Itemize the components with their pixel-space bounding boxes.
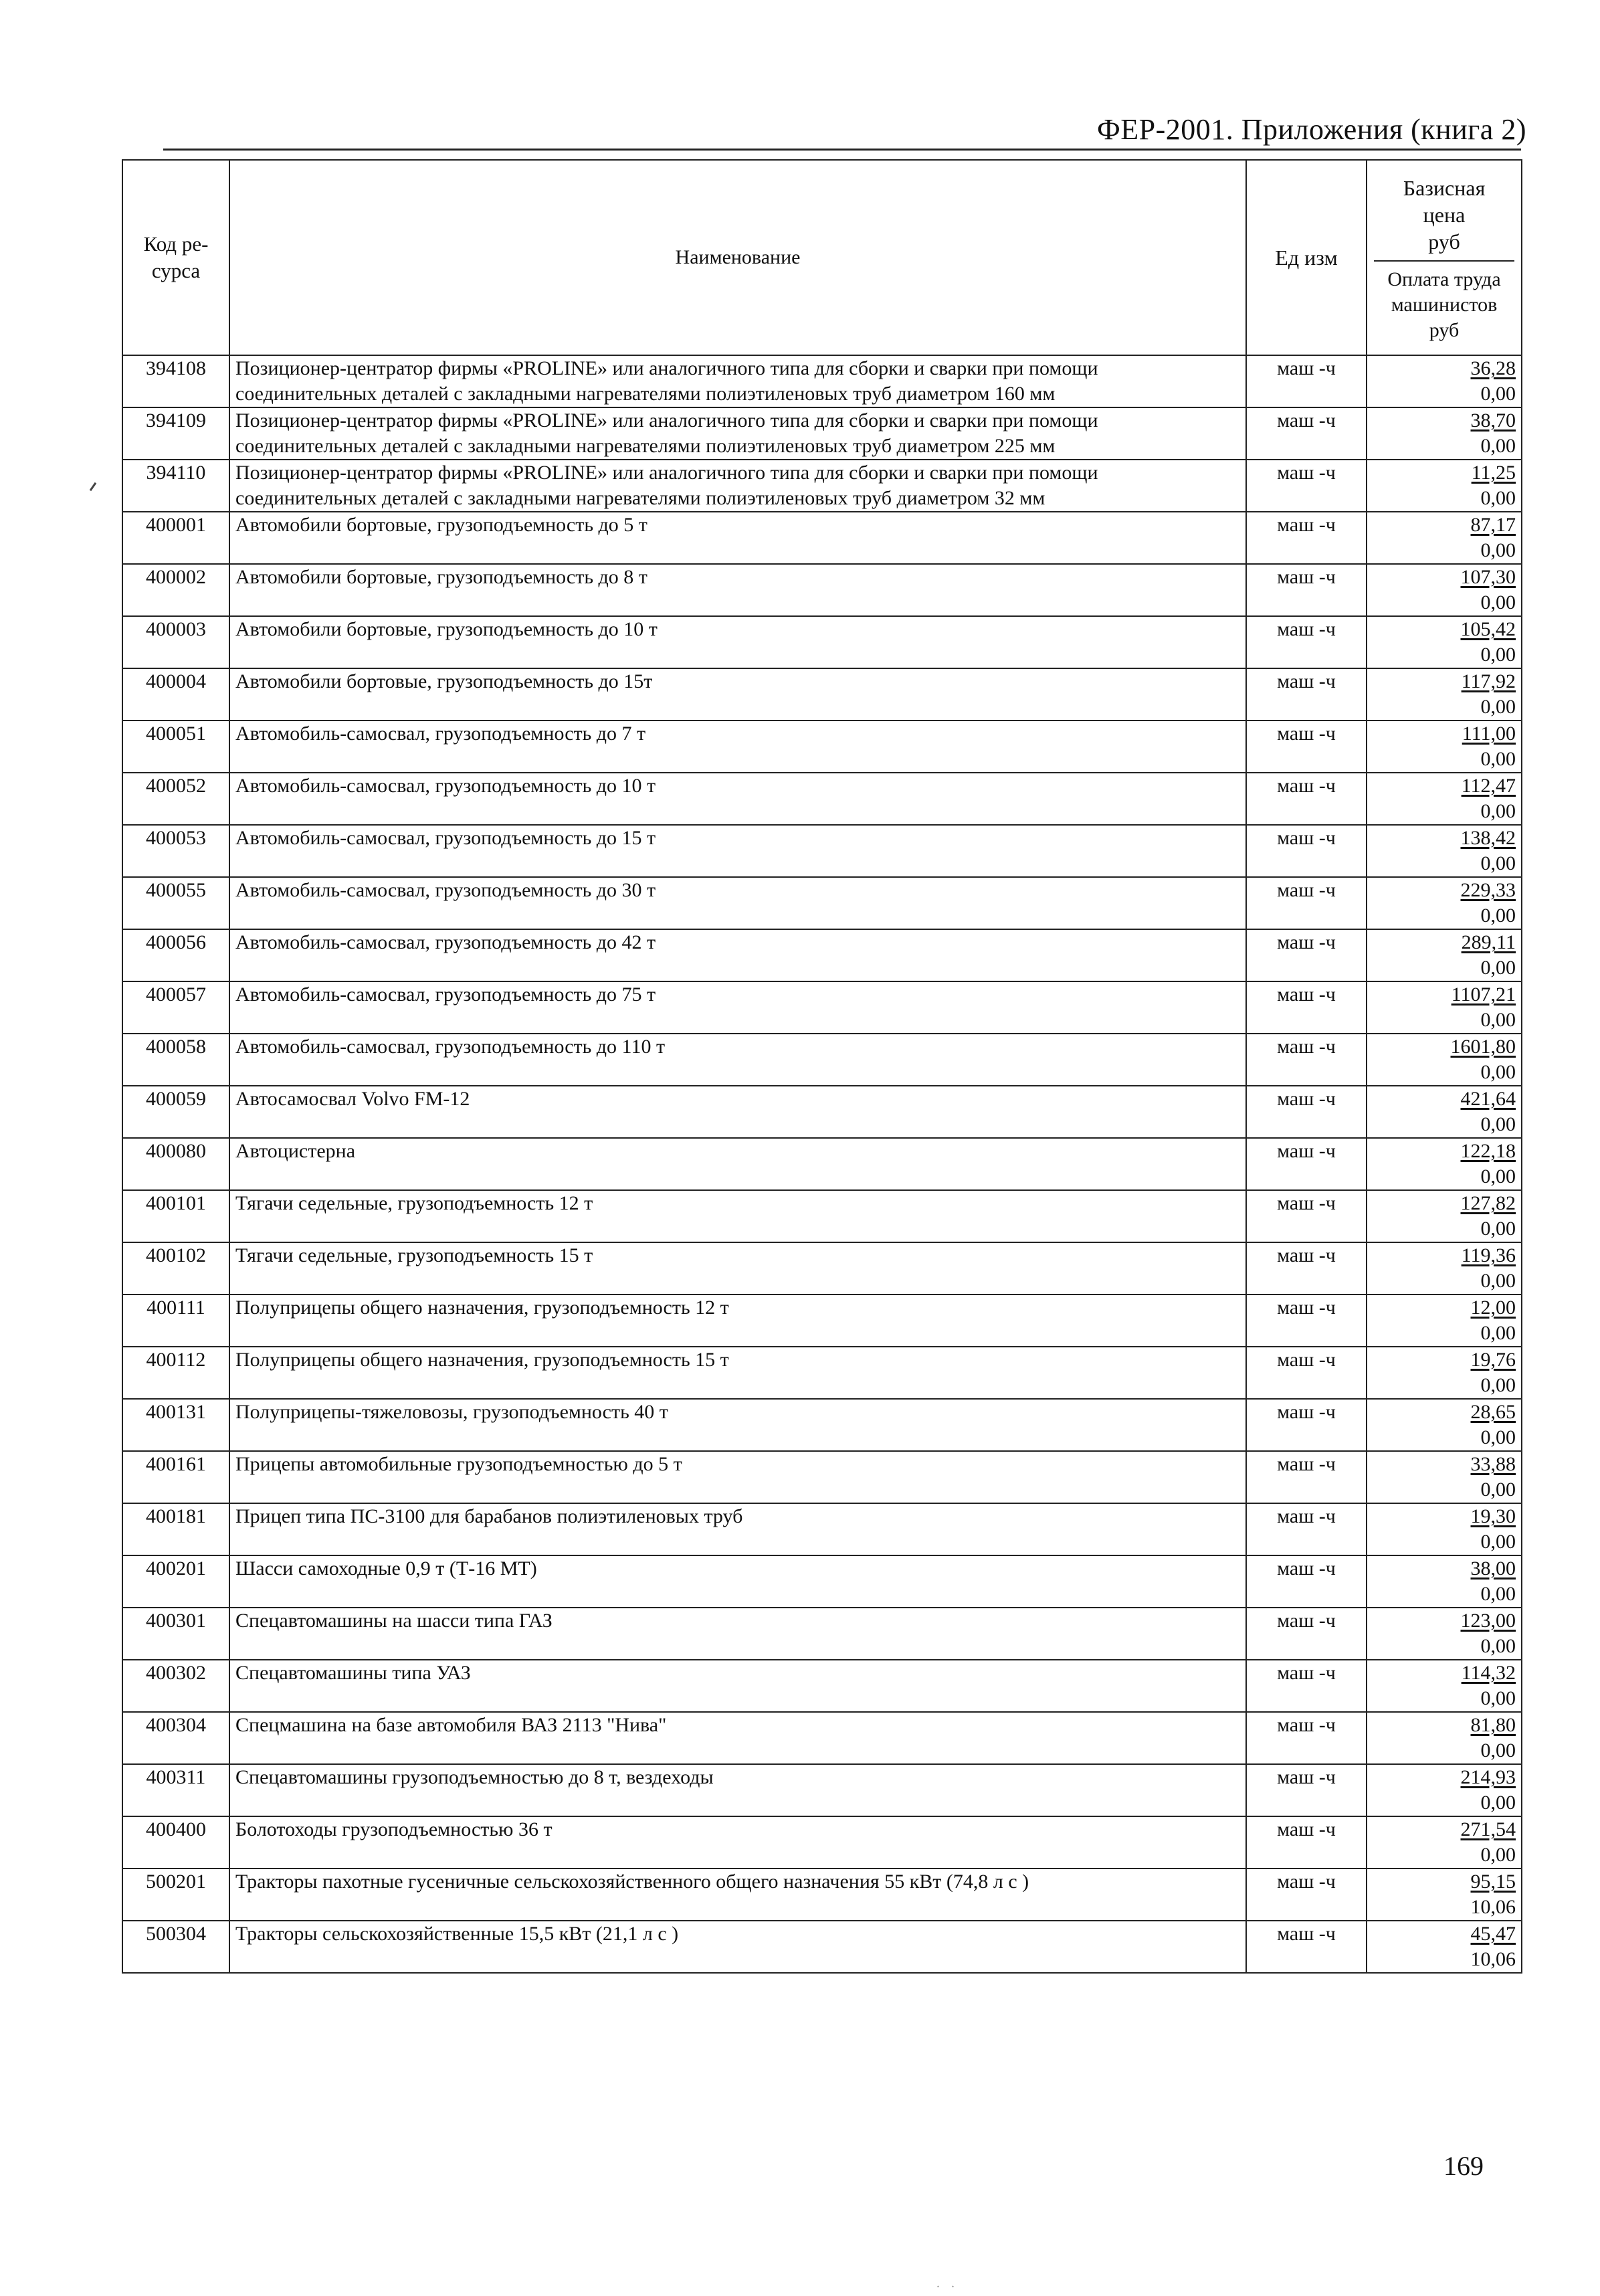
row-price-cell bbox=[1367, 1921, 1522, 1973]
row-operator-pay: 0,00 bbox=[1480, 1844, 1516, 1866]
row-base-price: 105,42 bbox=[1460, 618, 1516, 640]
row-base-price: 119,36 bbox=[1461, 1244, 1516, 1266]
row-resource-name: Спецавтомашины типа УАЗ bbox=[229, 1660, 1246, 1712]
table-row bbox=[122, 1190, 1522, 1242]
row-resource-code: 400302 bbox=[122, 1660, 229, 1712]
row-base-price: 107,30 bbox=[1460, 566, 1516, 588]
row-base-price: 36,28 bbox=[1470, 357, 1516, 379]
row-operator-pay: 0,00 bbox=[1480, 800, 1516, 822]
row-operator-pay: 0,00 bbox=[1480, 591, 1516, 613]
row-unit: маш -ч bbox=[1246, 1869, 1367, 1921]
row-resource-name: Автомобиль-самосвал, грузоподъемность до 10 т bbox=[229, 773, 1246, 825]
row-unit: маш -ч bbox=[1246, 512, 1367, 564]
header-rule bbox=[163, 149, 1521, 151]
row-resource-code: 400057 bbox=[122, 981, 229, 1034]
row-operator-pay: 0,00 bbox=[1480, 1635, 1516, 1657]
table-row bbox=[122, 1712, 1522, 1764]
row-resource-code: 400201 bbox=[122, 1555, 229, 1608]
row-resource-code: 500201 bbox=[122, 1869, 229, 1921]
row-price-cell bbox=[1367, 1816, 1522, 1869]
scan-artifact-dots: . . bbox=[936, 2276, 959, 2291]
row-price-cell bbox=[1367, 825, 1522, 877]
row-price-cell bbox=[1367, 1451, 1522, 1503]
table-row bbox=[122, 1399, 1522, 1451]
row-operator-pay: 0,00 bbox=[1480, 1270, 1516, 1292]
row-resource-name: Полуприцепы-тяжеловозы, грузоподъемность 40 т bbox=[229, 1399, 1246, 1451]
row-resource-code: 394108 bbox=[122, 355, 229, 407]
row-base-price: 271,54 bbox=[1460, 1818, 1516, 1840]
row-price-cell bbox=[1367, 1503, 1522, 1555]
row-resource-code: 400056 bbox=[122, 929, 229, 981]
table-row bbox=[122, 773, 1522, 825]
row-price-cell bbox=[1367, 773, 1522, 825]
table-row bbox=[122, 1086, 1522, 1138]
row-resource-code: 400301 bbox=[122, 1608, 229, 1660]
row-unit: маш -ч bbox=[1246, 1764, 1367, 1816]
row-unit: маш -ч bbox=[1246, 721, 1367, 773]
row-operator-pay: 0,00 bbox=[1480, 1113, 1516, 1135]
row-operator-pay: 0,00 bbox=[1480, 1687, 1516, 1709]
row-unit: маш -ч bbox=[1246, 1295, 1367, 1347]
row-price-cell bbox=[1367, 1347, 1522, 1399]
row-resource-code: 400055 bbox=[122, 877, 229, 929]
row-unit: маш -ч bbox=[1246, 407, 1367, 460]
row-base-price: 214,93 bbox=[1460, 1766, 1516, 1788]
row-resource-name: Автомобиль-самосвал, грузоподъемность до 75 т bbox=[229, 981, 1246, 1034]
row-price-cell bbox=[1367, 1869, 1522, 1921]
row-operator-pay: 0,00 bbox=[1480, 1165, 1516, 1187]
row-base-price: 19,76 bbox=[1470, 1349, 1516, 1371]
row-unit: маш -ч bbox=[1246, 355, 1367, 407]
row-unit: маш -ч bbox=[1246, 1608, 1367, 1660]
row-unit: маш -ч bbox=[1246, 1660, 1367, 1712]
row-unit: маш -ч bbox=[1246, 460, 1367, 512]
row-unit: маш -ч bbox=[1246, 1086, 1367, 1138]
row-operator-pay: 0,00 bbox=[1480, 1061, 1516, 1083]
row-base-price: 123,00 bbox=[1460, 1610, 1516, 1632]
row-resource-name: Автомобили бортовые, грузоподъемность до 5 т bbox=[229, 512, 1246, 564]
row-resource-code: 400059 bbox=[122, 1086, 229, 1138]
row-operator-pay: 0,00 bbox=[1480, 435, 1516, 457]
row-unit: маш -ч bbox=[1246, 1034, 1367, 1086]
row-unit: маш -ч bbox=[1246, 616, 1367, 668]
row-base-price: 1107,21 bbox=[1451, 983, 1516, 1006]
row-resource-name: Автомобиль-самосвал, грузоподъемность до 42 т bbox=[229, 929, 1246, 981]
row-unit: маш -ч bbox=[1246, 1190, 1367, 1242]
row-price-cell bbox=[1367, 564, 1522, 616]
row-resource-code: 400051 bbox=[122, 721, 229, 773]
row-resource-name: Спецавтомашины на шасси типа ГАЗ bbox=[229, 1608, 1246, 1660]
row-price-cell bbox=[1367, 1660, 1522, 1712]
row-operator-pay: 0,00 bbox=[1480, 1739, 1516, 1761]
row-operator-pay: 10,06 bbox=[1470, 1896, 1516, 1918]
row-price-cell bbox=[1367, 721, 1522, 773]
table-row bbox=[122, 1451, 1522, 1503]
table-row bbox=[122, 355, 1522, 407]
table-row bbox=[122, 1034, 1522, 1086]
row-unit: маш -ч bbox=[1246, 1555, 1367, 1608]
row-price-cell bbox=[1367, 1399, 1522, 1451]
table-row bbox=[122, 1608, 1522, 1660]
row-operator-pay: 0,00 bbox=[1480, 852, 1516, 874]
table-row bbox=[122, 512, 1522, 564]
scan-artifact-mark bbox=[90, 482, 96, 491]
row-price-cell bbox=[1367, 1295, 1522, 1347]
table-body bbox=[122, 355, 1522, 1973]
row-base-price: 45,47 bbox=[1470, 1923, 1516, 1945]
row-base-price: 81,80 bbox=[1470, 1714, 1516, 1736]
row-operator-pay: 0,00 bbox=[1480, 487, 1516, 509]
row-resource-code: 400004 bbox=[122, 668, 229, 721]
table-header bbox=[122, 160, 1522, 355]
row-resource-code: 394110 bbox=[122, 460, 229, 512]
row-price-cell bbox=[1367, 1086, 1522, 1138]
row-resource-name: Полуприцепы общего назначения, грузоподъемность 12 т bbox=[229, 1295, 1246, 1347]
row-base-price: 1601,80 bbox=[1450, 1036, 1516, 1058]
table-row bbox=[122, 616, 1522, 668]
page-number: 169 bbox=[1443, 2151, 1484, 2181]
row-price-cell bbox=[1367, 877, 1522, 929]
row-resource-name: Тягачи седельные, грузоподъемность 15 т bbox=[229, 1242, 1246, 1295]
table-row bbox=[122, 877, 1522, 929]
row-resource-code: 400181 bbox=[122, 1503, 229, 1555]
table-row bbox=[122, 460, 1522, 512]
row-price-cell bbox=[1367, 1242, 1522, 1295]
column-header-price bbox=[1367, 160, 1522, 355]
row-resource-name: Спецавтомашины грузоподъемностью до 8 т, вездеходы bbox=[229, 1764, 1246, 1816]
row-base-price: 111,00 bbox=[1462, 723, 1516, 745]
row-operator-pay: 0,00 bbox=[1480, 1374, 1516, 1396]
row-unit: маш -ч bbox=[1246, 1451, 1367, 1503]
row-resource-code: 400003 bbox=[122, 616, 229, 668]
table-row bbox=[122, 825, 1522, 877]
row-unit: маш -ч bbox=[1246, 981, 1367, 1034]
table-row bbox=[122, 1242, 1522, 1295]
row-base-price: 122,18 bbox=[1460, 1140, 1516, 1162]
row-operator-pay: 0,00 bbox=[1480, 748, 1516, 770]
row-base-price: 87,17 bbox=[1470, 514, 1516, 536]
row-resource-name: Болотоходы грузоподъемностью 36 т bbox=[229, 1816, 1246, 1869]
row-resource-code: 400112 bbox=[122, 1347, 229, 1399]
row-resource-name: Автомобиль-самосвал, грузоподъемность до 15 т bbox=[229, 825, 1246, 877]
row-operator-pay: 0,00 bbox=[1480, 1583, 1516, 1605]
row-resource-code: 400161 bbox=[122, 1451, 229, 1503]
row-operator-pay: 0,00 bbox=[1480, 904, 1516, 927]
table-row bbox=[122, 721, 1522, 773]
row-resource-code: 400304 bbox=[122, 1712, 229, 1764]
row-base-price: 95,15 bbox=[1470, 1871, 1516, 1893]
row-resource-code: 400002 bbox=[122, 564, 229, 616]
row-resource-name: Тягачи седельные, грузоподъемность 12 т bbox=[229, 1190, 1246, 1242]
row-resource-name: Позиционер-центратор фирмы «PROLINE» или аналогичного типа для сборки и сварки при помощи соединительных деталей с закладными нагревателями полиэтиленовых труб диаметром 32 мм bbox=[229, 460, 1246, 512]
table-row bbox=[122, 1138, 1522, 1190]
column-header-code-label: Код ре- сурса bbox=[143, 232, 209, 282]
row-price-cell bbox=[1367, 668, 1522, 721]
row-resource-name: Автоцистерна bbox=[229, 1138, 1246, 1190]
row-resource-code: 400053 bbox=[122, 825, 229, 877]
row-unit: маш -ч bbox=[1246, 564, 1367, 616]
row-unit: маш -ч bbox=[1246, 1816, 1367, 1869]
row-operator-pay: 0,00 bbox=[1480, 1009, 1516, 1031]
row-resource-code: 400001 bbox=[122, 512, 229, 564]
row-resource-name: Автомобили бортовые, грузоподъемность до 15т bbox=[229, 668, 1246, 721]
row-price-cell bbox=[1367, 1034, 1522, 1086]
table-row bbox=[122, 1869, 1522, 1921]
row-operator-pay: 0,00 bbox=[1480, 539, 1516, 561]
row-price-cell bbox=[1367, 407, 1522, 460]
row-price-cell bbox=[1367, 1712, 1522, 1764]
table-row bbox=[122, 1503, 1522, 1555]
row-operator-pay: 0,00 bbox=[1480, 1478, 1516, 1501]
row-unit: маш -ч bbox=[1246, 929, 1367, 981]
row-operator-pay: 0,00 bbox=[1480, 1531, 1516, 1553]
row-resource-code: 400131 bbox=[122, 1399, 229, 1451]
row-unit: маш -ч bbox=[1246, 1242, 1367, 1295]
row-price-cell bbox=[1367, 355, 1522, 407]
column-header-operator-pay: Оплата труда машинистов руб bbox=[1387, 268, 1501, 341]
column-header-name-label: Наименование bbox=[675, 246, 801, 268]
row-base-price: 38,00 bbox=[1470, 1557, 1516, 1580]
row-base-price: 19,30 bbox=[1470, 1505, 1516, 1527]
row-base-price: 127,82 bbox=[1460, 1192, 1516, 1214]
row-resource-name: Полуприцепы общего назначения, грузоподъемность 15 т bbox=[229, 1347, 1246, 1399]
row-resource-code: 400052 bbox=[122, 773, 229, 825]
row-operator-pay: 0,00 bbox=[1480, 1792, 1516, 1814]
row-resource-name: Тракторы пахотные гусеничные сельскохозяйственного общего назначения 55 кВт (74,8 л с ) bbox=[229, 1869, 1246, 1921]
table-row bbox=[122, 564, 1522, 616]
row-resource-code: 400058 bbox=[122, 1034, 229, 1086]
row-operator-pay: 0,00 bbox=[1480, 383, 1516, 405]
row-resource-code: 394109 bbox=[122, 407, 229, 460]
row-base-price: 33,88 bbox=[1470, 1453, 1516, 1475]
table-row bbox=[122, 1347, 1522, 1399]
row-resource-name: Автомобиль-самосвал, грузоподъемность до 7 т bbox=[229, 721, 1246, 773]
table-row bbox=[122, 1295, 1522, 1347]
row-price-cell bbox=[1367, 929, 1522, 981]
row-resource-name: Автосамосвал Volvo FM-12 bbox=[229, 1086, 1246, 1138]
row-base-price: 289,11 bbox=[1461, 931, 1516, 953]
row-resource-code: 400080 bbox=[122, 1138, 229, 1190]
row-resource-name: Позиционер-центратор фирмы «PROLINE» или аналогичного типа для сборки и сварки при помощи соединительных деталей с закладными нагревателями полиэтиленовых труб диаметром 225 мм bbox=[229, 407, 1246, 460]
row-price-cell bbox=[1367, 616, 1522, 668]
page-header-title: ФЕР-2001. Приложения (книга 2) bbox=[1097, 113, 1526, 146]
column-header-divider bbox=[1374, 260, 1514, 262]
row-unit: маш -ч bbox=[1246, 1503, 1367, 1555]
row-resource-name: Шасси самоходные 0,9 т (Т-16 МТ) bbox=[229, 1555, 1246, 1608]
row-unit: маш -ч bbox=[1246, 1138, 1367, 1190]
row-price-cell bbox=[1367, 1608, 1522, 1660]
table-row bbox=[122, 981, 1522, 1034]
table-row bbox=[122, 1660, 1522, 1712]
row-base-price: 229,33 bbox=[1460, 879, 1516, 901]
row-unit: маш -ч bbox=[1246, 825, 1367, 877]
table-row bbox=[122, 407, 1522, 460]
row-base-price: 12,00 bbox=[1470, 1297, 1516, 1319]
row-unit: маш -ч bbox=[1246, 668, 1367, 721]
row-unit: маш -ч bbox=[1246, 1712, 1367, 1764]
table-row bbox=[122, 1921, 1522, 1973]
row-unit: маш -ч bbox=[1246, 1347, 1367, 1399]
row-resource-code: 400101 bbox=[122, 1190, 229, 1242]
row-resource-name: Позиционер-центратор фирмы «PROLINE» или аналогичного типа для сборки и сварки при помощи соединительных деталей с закладными нагревателями полиэтиленовых труб диаметром 160 мм bbox=[229, 355, 1246, 407]
table-row bbox=[122, 1816, 1522, 1869]
row-base-price: 117,92 bbox=[1461, 670, 1516, 692]
row-resource-name: Автомобили бортовые, грузоподъемность до 8 т bbox=[229, 564, 1246, 616]
table-row bbox=[122, 1555, 1522, 1608]
row-base-price: 28,65 bbox=[1470, 1401, 1516, 1423]
row-unit: маш -ч bbox=[1246, 773, 1367, 825]
row-price-cell bbox=[1367, 1138, 1522, 1190]
row-operator-pay: 0,00 bbox=[1480, 1426, 1516, 1448]
row-operator-pay: 0,00 bbox=[1480, 957, 1516, 979]
row-resource-name: Автомобиль-самосвал, грузоподъемность до 30 т bbox=[229, 877, 1246, 929]
row-resource-code: 500304 bbox=[122, 1921, 229, 1973]
column-header-unit bbox=[1246, 160, 1367, 355]
resource-table bbox=[122, 159, 1522, 1974]
row-resource-name: Прицепы автомобильные грузоподъемностью до 5 т bbox=[229, 1451, 1246, 1503]
row-price-cell bbox=[1367, 460, 1522, 512]
column-header-base-price: Базисная цена руб bbox=[1403, 176, 1486, 254]
row-resource-name: Спецмашина на базе автомобиля ВАЗ 2113 "Нива" bbox=[229, 1712, 1246, 1764]
row-resource-code: 400111 bbox=[122, 1295, 229, 1347]
row-base-price: 38,70 bbox=[1470, 409, 1516, 432]
column-header-unit-label: Ед изм bbox=[1275, 246, 1338, 270]
row-price-cell bbox=[1367, 512, 1522, 564]
row-price-cell bbox=[1367, 1190, 1522, 1242]
row-unit: маш -ч bbox=[1246, 1921, 1367, 1973]
column-header-name bbox=[229, 160, 1246, 355]
row-resource-code: 400102 bbox=[122, 1242, 229, 1295]
row-base-price: 138,42 bbox=[1460, 827, 1516, 849]
row-base-price: 112,47 bbox=[1461, 775, 1516, 797]
row-operator-pay: 0,00 bbox=[1480, 644, 1516, 666]
row-base-price: 114,32 bbox=[1461, 1662, 1516, 1684]
row-operator-pay: 10,06 bbox=[1470, 1948, 1516, 1970]
row-price-cell bbox=[1367, 1764, 1522, 1816]
row-base-price: 11,25 bbox=[1471, 462, 1516, 484]
row-operator-pay: 0,00 bbox=[1480, 696, 1516, 718]
row-unit: маш -ч bbox=[1246, 877, 1367, 929]
row-operator-pay: 0,00 bbox=[1480, 1218, 1516, 1240]
column-header-code bbox=[122, 160, 229, 355]
row-unit: маш -ч bbox=[1246, 1399, 1367, 1451]
row-resource-name: Прицеп типа ПС-3100 для барабанов полиэтиленовых труб bbox=[229, 1503, 1246, 1555]
table-row bbox=[122, 668, 1522, 721]
row-resource-name: Автомобили бортовые, грузоподъемность до 10 т bbox=[229, 616, 1246, 668]
row-operator-pay: 0,00 bbox=[1480, 1322, 1516, 1344]
row-price-cell bbox=[1367, 981, 1522, 1034]
row-resource-code: 400400 bbox=[122, 1816, 229, 1869]
row-resource-name: Тракторы сельскохозяйственные 15,5 кВт (21,1 л с ) bbox=[229, 1921, 1246, 1973]
row-resource-code: 400311 bbox=[122, 1764, 229, 1816]
table-row bbox=[122, 1764, 1522, 1816]
row-base-price: 421,64 bbox=[1460, 1088, 1516, 1110]
row-resource-name: Автомобиль-самосвал, грузоподъемность до 110 т bbox=[229, 1034, 1246, 1086]
table-row bbox=[122, 929, 1522, 981]
row-price-cell bbox=[1367, 1555, 1522, 1608]
